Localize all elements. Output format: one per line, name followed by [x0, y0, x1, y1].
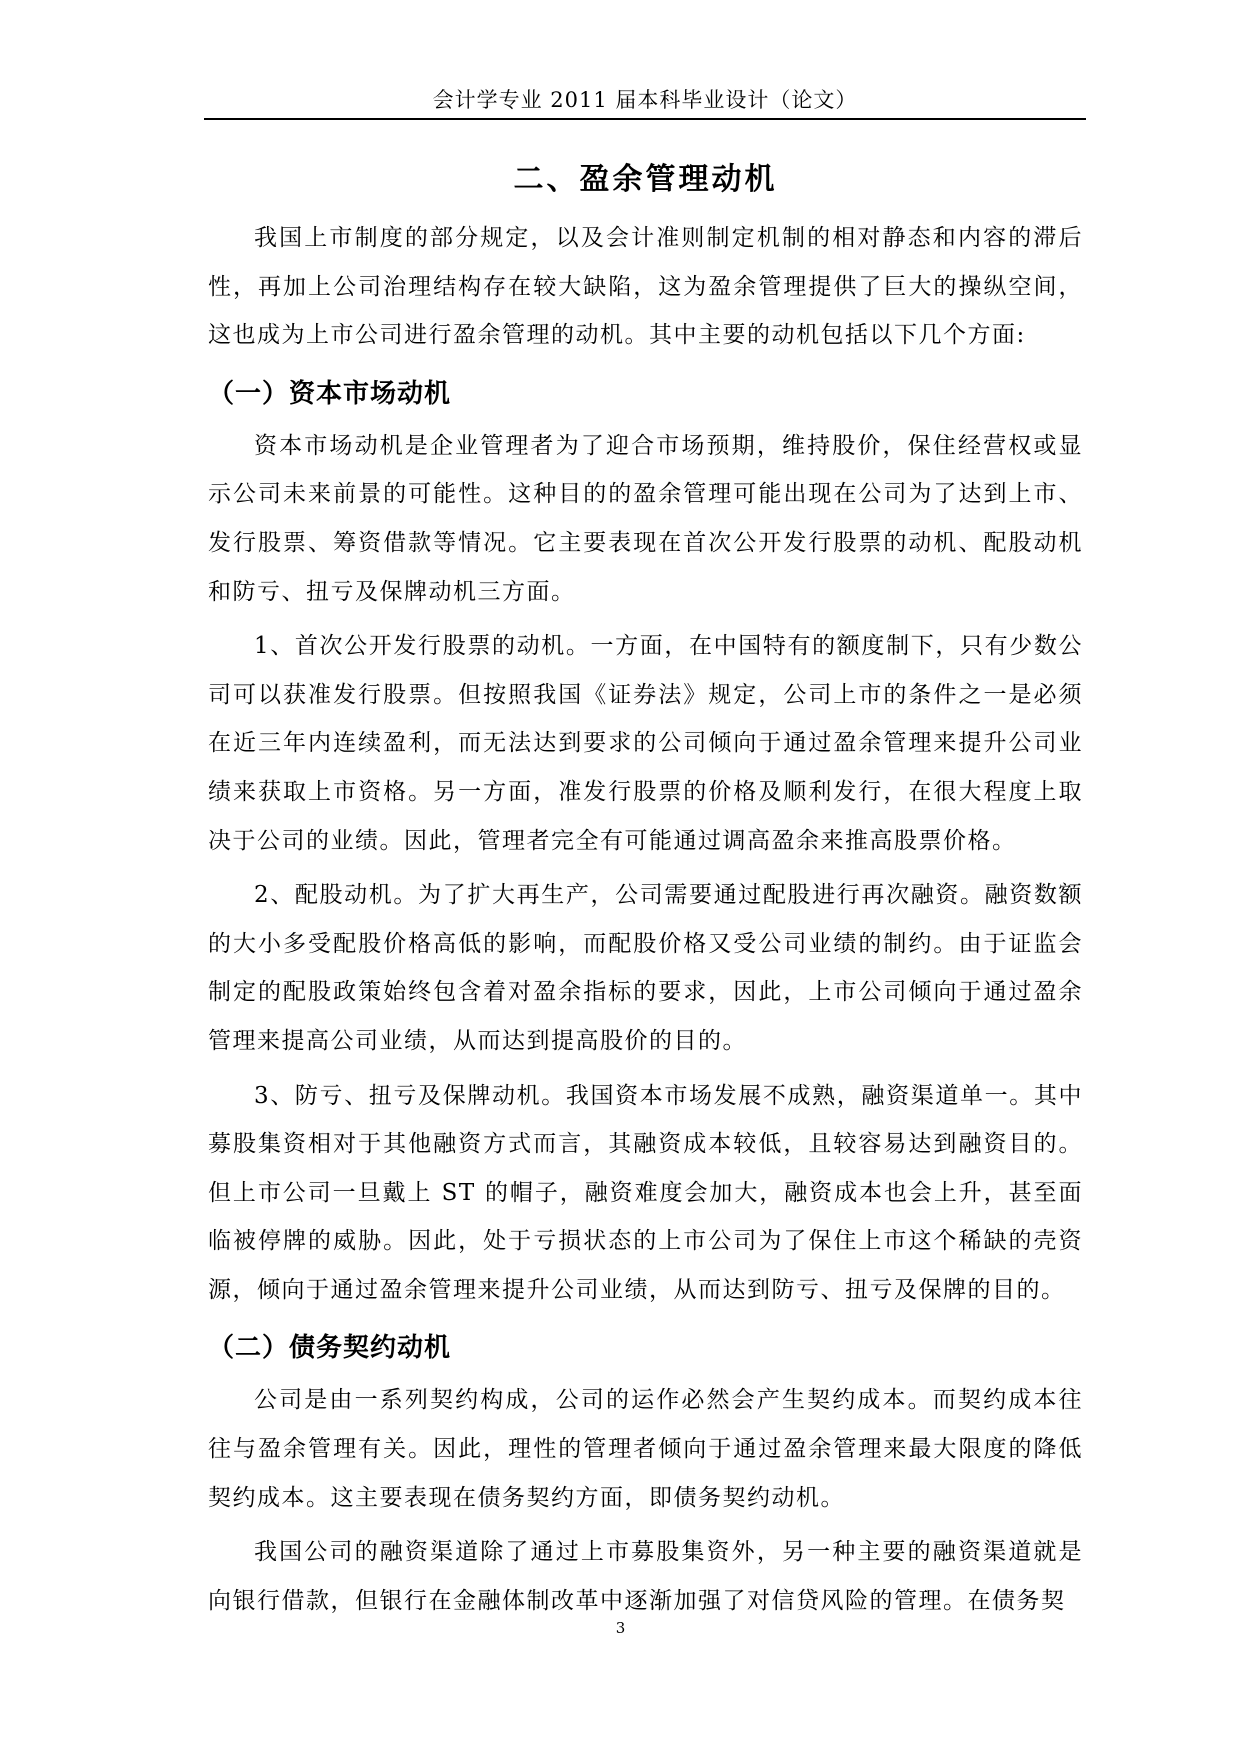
intro-paragraph: 我国上市制度的部分规定，以及会计准则制定机制的相对静态和内容的滞后性，再加上公司治理结构存在较大缺陷，这为盈余管理提供了巨大的操纵空间，这也成为上市公司进行盈余管理的动机。其中主要的动机包括以下几个方面: [208, 225, 1083, 349]
paragraph-ipo-motive: 1、首次公开发行股票的动机。一方面，在中国特有的额度制下，只有少数公司可以获准发行股票。但按照我国《证券法》规定，公司上市的条件之一是必须在近三年内连续盈利，而无法达到要求的公司倾向于通过盈余管理来提升公司业绩来获取上市资格。另一方面，准发行股票的价格及顺利发行，在很大程度上取决于公司的业绩。因此，管理者完全有可能通过调高盈余来推高股票价格。 [208, 633, 1083, 854]
paragraph-bank-financing: 我国公司的融资渠道除了通过上市募股集资外，另一种主要的融资渠道就是向银行借款，但银行在金融体制改革中逐渐加强了对信贷风险的管理。在债务契 [208, 1539, 1083, 1614]
section-heading-debt-contract: （二）债务契约动机 [208, 1333, 452, 1364]
page-header: 会计学专业 2011 届本科毕业设计（论文） [432, 88, 858, 112]
page-number: 3 [615, 1619, 626, 1637]
header-rule [204, 118, 1086, 120]
paragraph-capital-market-overview: 资本市场动机是企业管理者为了迎合市场预期，维持股价，保住经营权或显示公司未来前景的可能性。这种目的的盈余管理可能出现在公司为了达到上市、发行股票、筹资借款等情况。它主要表现在首次公开发行股票的动机、配股动机和防亏、扭亏及保牌动机三方面。 [208, 432, 1083, 605]
paragraph-loss-avoidance-motive: 3、防亏、扭亏及保牌动机。我国资本市场发展不成熟，融资渠道单一。其中募股集资相对于其他融资方式而言，其融资成本较低，且较容易达到融资目的。但上市公司一旦戴上 ST 的帽子，融资难度会加大，融资成本也会上升，甚至面临被停牌的威胁。因此，处于亏损状态的上市公司为了保住上市这个稀缺的壳资源，倾向于通过盈余管理来提升公司业绩，从而达到防亏、扭亏及保牌的目的。 [208, 1082, 1083, 1303]
section-heading-capital-market: （一）资本市场动机 [208, 378, 452, 409]
paragraph-rights-issue-motive: 2、配股动机。为了扩大再生产，公司需要通过配股进行再次融资。融资数额的大小多受配股价格高低的影响，而配股价格又受公司业绩的制约。由于证监会制定的配股政策始终包含着对盈余指标的要求，因此，上市公司倾向于通过盈余管理来提高公司业绩，从而达到提高股价的目的。 [208, 882, 1083, 1054]
paragraph-debt-contract-overview: 公司是由一系列契约构成，公司的运作必然会产生契约成本。而契约成本往往与盈余管理有关。因此，理性的管理者倾向于通过盈余管理来最大限度的降低契约成本。这主要表现在债务契约方面，即债务契约动机。 [208, 1387, 1083, 1511]
chapter-title: 二、盈余管理动机 [513, 162, 778, 197]
page-body [208, 152, 1083, 1631]
